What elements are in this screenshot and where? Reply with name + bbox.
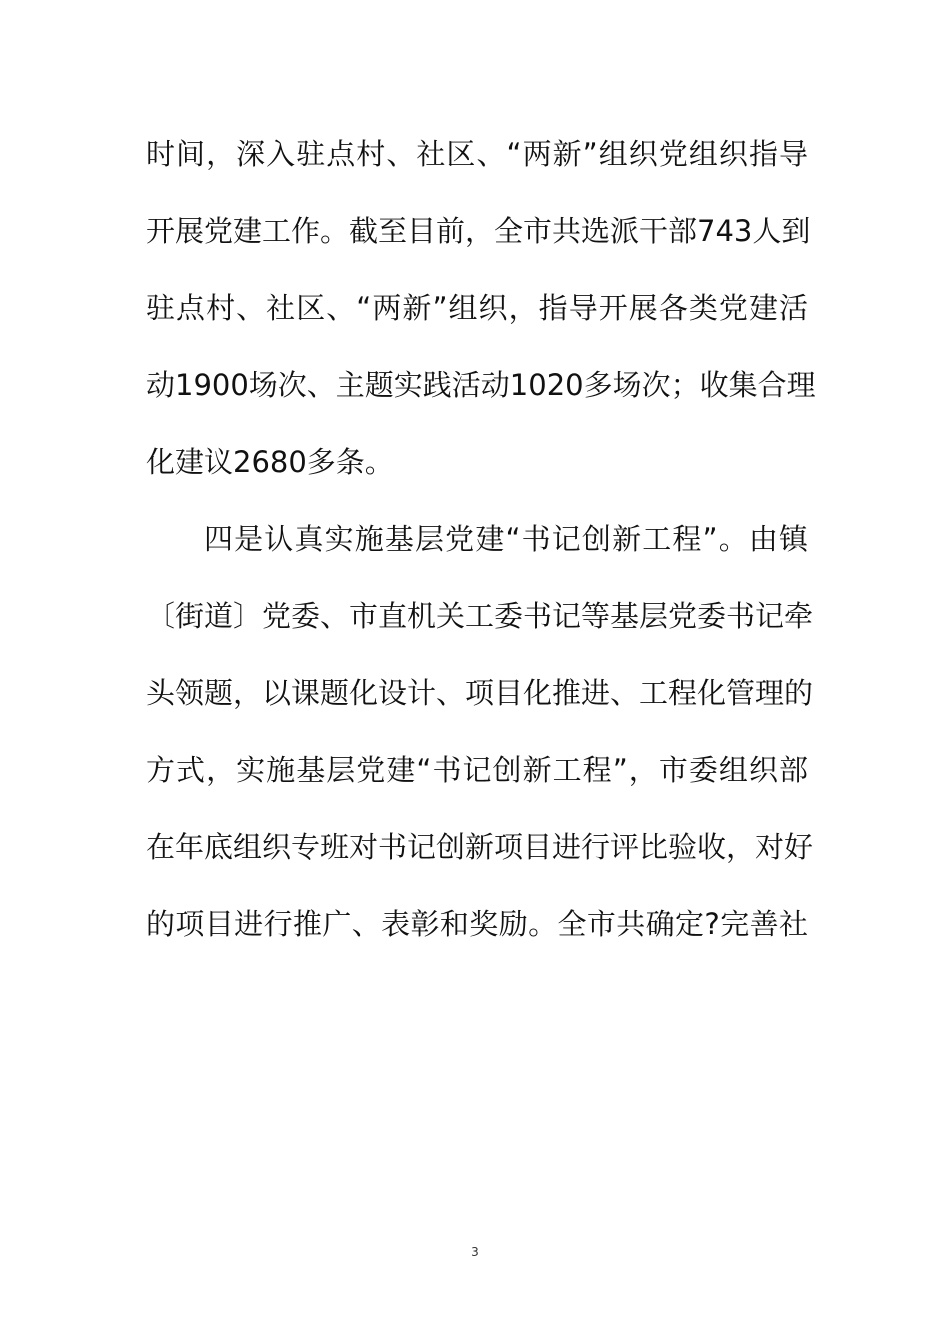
text-line: 的项目进行推广、表彰和奖励。全市共确定?完善社 — [146, 907, 808, 941]
text-line: 驻点村、社区、“两新”组织，指导开展各类党建活 — [146, 291, 808, 325]
text-line: 时间，深入驻点村、社区、“两新”组织党组织指导 — [146, 137, 808, 171]
text-line: 化建议2680多条。 — [146, 445, 394, 479]
body-text — [146, 124, 816, 971]
text-line: 四是认真实施基层党建“书记创新工程”。由镇 — [204, 522, 808, 556]
text-line: 〔街道〕党委、市直机关工委书记等基层党委书记牵 — [146, 599, 814, 633]
text-line: 方式，实施基层党建“书记创新工程”，市委组织部 — [146, 753, 808, 787]
text-line: 开展党建工作。截至目前，全市共选派干部743人到 — [146, 214, 811, 248]
page-number: 3 — [471, 1245, 479, 1259]
text-line: 头领题，以课题化设计、项目化推进、工程化管理的 — [146, 676, 814, 710]
text-line: 在年底组织专班对书记创新项目进行评比验收，对好 — [146, 830, 814, 864]
text-line: 动1900场次、主题实践活动1020多场次；收集合理 — [146, 368, 816, 402]
